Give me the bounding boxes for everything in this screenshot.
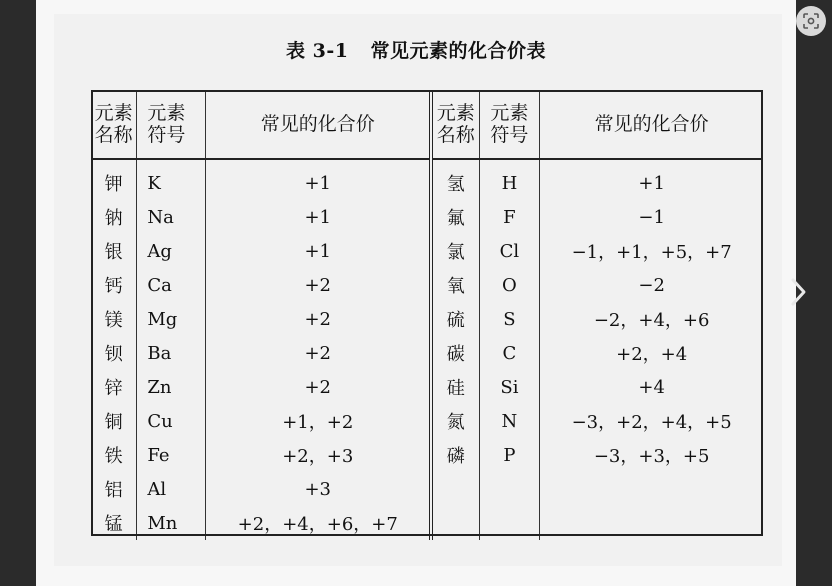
table-row [91, 336, 763, 370]
element-symbol: Mg [137, 302, 206, 336]
element-valence: +2 [206, 302, 431, 336]
element-valence-right: −2，+4，+6 [593, 310, 710, 331]
element-symbol: Ag [137, 234, 206, 268]
visual-search-icon [802, 12, 820, 30]
element-name-right: 磷 [431, 438, 479, 472]
element-valence: +2 [206, 268, 431, 302]
element-name: 银 [91, 234, 137, 268]
element-name: 铜 [91, 404, 137, 438]
element-symbol: Na [137, 200, 206, 234]
element-symbol: K [137, 159, 206, 200]
element-symbol-right: Si [479, 370, 540, 404]
element-valence: +1，+2 [206, 404, 431, 438]
element-name-right: 氮 [431, 404, 479, 438]
element-name: 钙 [91, 268, 137, 302]
element-symbol-right: S [479, 302, 540, 336]
table-row [91, 234, 763, 268]
element-valence-right: +4 [638, 376, 665, 398]
element-symbol-right: H [479, 159, 540, 200]
element-valence-right: −2 [638, 274, 665, 296]
element-valence: +3 [206, 472, 431, 506]
element-valence-right: −1，+1，+5，+7 [571, 242, 732, 263]
element-valence: +1 [206, 234, 431, 268]
element-valence: +1 [206, 159, 431, 200]
element-name: 铝 [91, 472, 137, 506]
element-name-right [431, 506, 479, 540]
table-row [91, 506, 763, 540]
element-symbol: Al [137, 472, 206, 506]
element-symbol-right: P [479, 438, 540, 472]
element-symbol: Mn [137, 506, 206, 540]
element-name-right: 氢 [431, 159, 479, 200]
element-symbol-right [479, 506, 540, 540]
table-row [91, 302, 763, 336]
next-image-button[interactable] [786, 272, 812, 312]
element-valence-right: −3，+3，+5 [593, 446, 710, 467]
valence-table [91, 90, 763, 540]
element-name: 锰 [91, 506, 137, 540]
table-title: 常见元素的化合价表 [370, 40, 546, 62]
table-caption [36, 36, 796, 63]
element-name-right: 氯 [431, 234, 479, 268]
element-name-right [431, 472, 479, 506]
element-valence-right: +1 [638, 172, 665, 194]
header-element-name-right: 元素 名称 [431, 90, 479, 159]
header-element-symbol: 元素 符号 [137, 90, 206, 159]
element-valence-right: −3，+2，+4，+5 [571, 412, 732, 433]
table-row [91, 404, 763, 438]
element-name-right: 氧 [431, 268, 479, 302]
header-common-valence: 常见的化合价 [206, 90, 431, 159]
element-valence: +1 [206, 200, 431, 234]
element-valence-right: +2，+4 [616, 344, 688, 365]
table-row [91, 268, 763, 302]
header-element-name: 元素 名称 [91, 90, 137, 159]
visual-search-button[interactable] [796, 6, 826, 36]
element-symbol: Fe [137, 438, 206, 472]
element-valence: +2 [206, 370, 431, 404]
element-name: 钡 [91, 336, 137, 370]
table-row [91, 438, 763, 472]
element-symbol: Ba [137, 336, 206, 370]
element-name: 锌 [91, 370, 137, 404]
element-symbol-right: O [479, 268, 540, 302]
table-row [91, 472, 763, 506]
table-row [91, 159, 763, 200]
element-symbol: Ca [137, 268, 206, 302]
element-valence-right [540, 506, 763, 540]
table-body [91, 159, 763, 540]
element-name: 铁 [91, 438, 137, 472]
element-valence: +2 [206, 336, 431, 370]
element-symbol: Cu [137, 404, 206, 438]
element-symbol-right: F [479, 200, 540, 234]
element-name: 镁 [91, 302, 137, 336]
header-common-valence-right: 常见的化合价 [540, 90, 763, 159]
element-symbol-right: N [479, 404, 540, 438]
element-name-right: 硅 [431, 370, 479, 404]
element-symbol-right: Cl [479, 234, 540, 268]
element-name-right: 碳 [431, 336, 479, 370]
element-name-right: 硫 [431, 302, 479, 336]
element-name-right: 氟 [431, 200, 479, 234]
element-valence: +2，+4，+6，+7 [206, 506, 431, 540]
table-row [91, 200, 763, 234]
table-header-row [91, 90, 763, 159]
element-name: 钾 [91, 159, 137, 200]
table-number: 表 3-1 [286, 40, 349, 62]
element-valence: +2，+3 [206, 438, 431, 472]
header-element-symbol-right: 元素 符号 [479, 90, 540, 159]
chevron-right-icon [786, 272, 812, 312]
element-name: 钠 [91, 200, 137, 234]
element-symbol-right: C [479, 336, 540, 370]
element-symbol-right [479, 472, 540, 506]
element-symbol: Zn [137, 370, 206, 404]
element-valence-right [540, 472, 763, 506]
element-valence-right: −1 [638, 206, 665, 228]
document-page [36, 0, 796, 586]
table-row [91, 370, 763, 404]
